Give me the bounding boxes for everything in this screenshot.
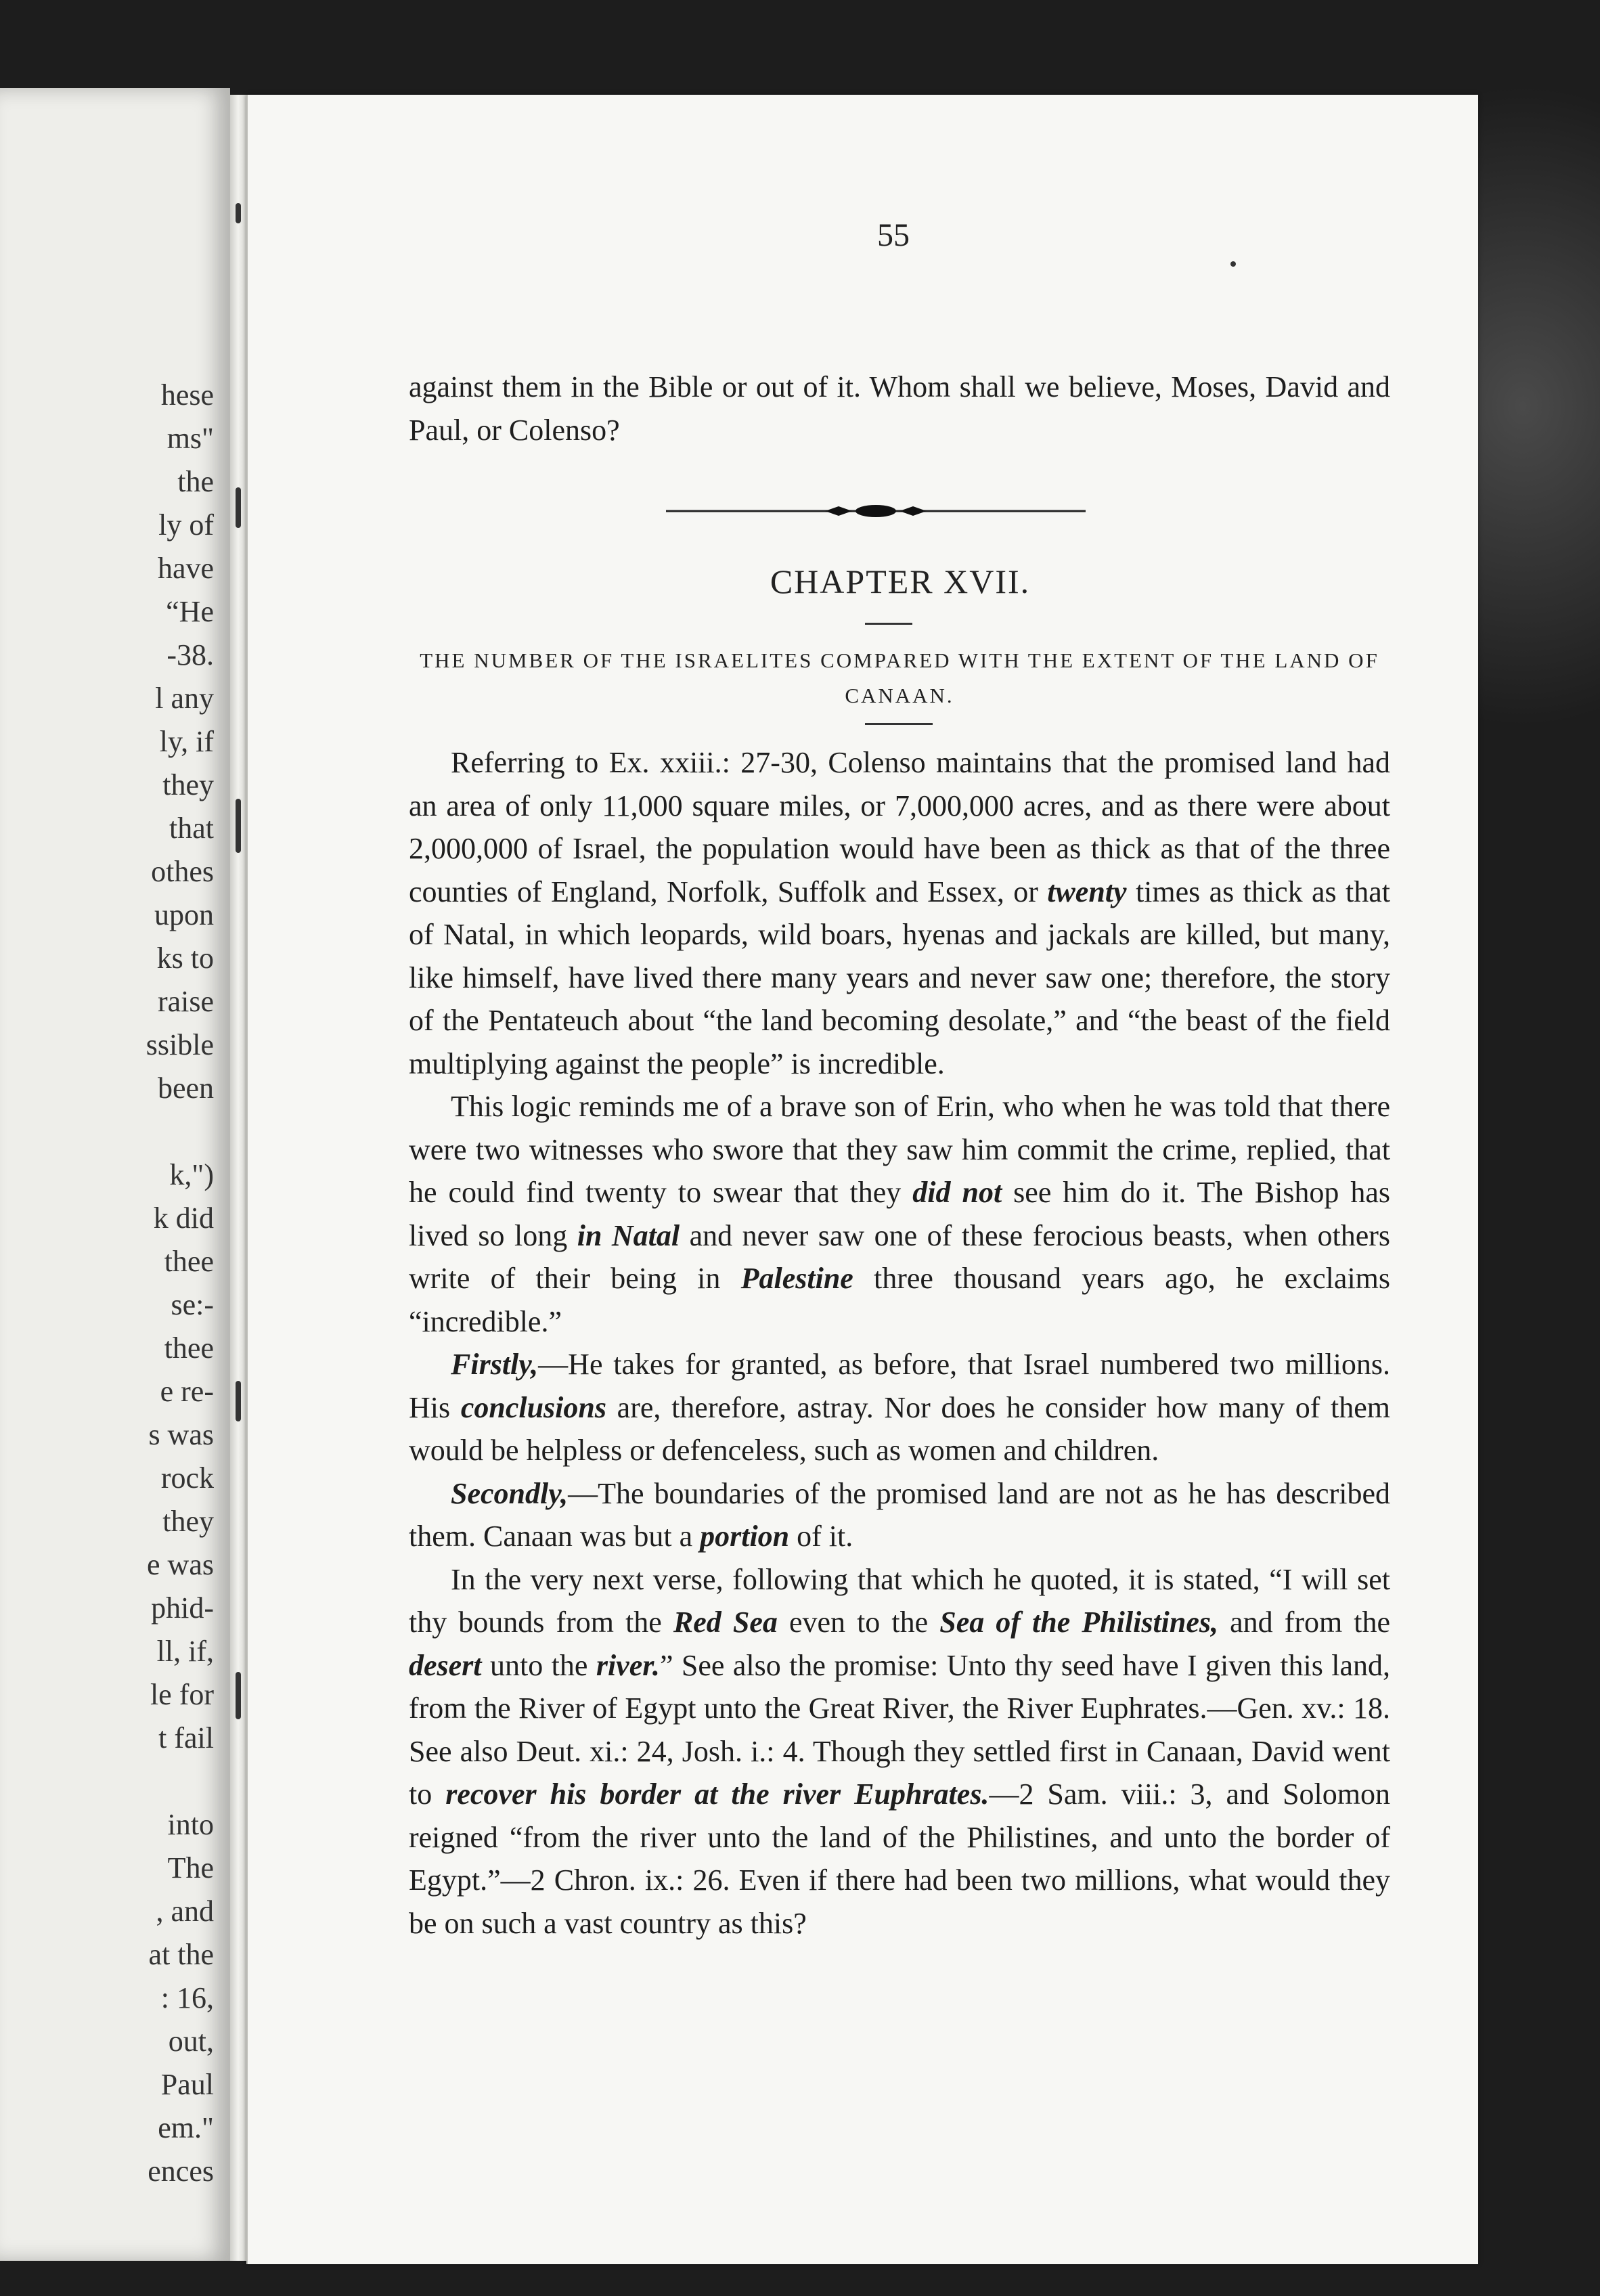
short-rule (865, 623, 912, 625)
emphasis: desert (409, 1648, 482, 1682)
text-run: Referring to Ex. xxiii.: 27-30, Colenso maintains that the promised land had an area of only 11,000 square miles, or 7,000,000 acres, and as there were about 2,000,000 of Israel, the population would have been as thick as that of the three counties of England, Norfolk, Suffolk and Essex, or (409, 746, 1390, 908)
opening-lines (409, 366, 1390, 451)
left-page-line-stub: at the (148, 1938, 214, 1971)
left-page-line-stub: ms" (166, 422, 214, 455)
text-run: even to the (788, 1606, 929, 1639)
text-run: are, therefore, astray. Nor does he consider how many of them would be helpless or defenceless, such as women and children. (409, 1390, 1391, 1467)
text-run: ” See also the promise: Unto thy seed have I given this land, from the River of Egypt unto the Great River, the River Euphrates.—Gen. xv.: 18. See also Deut. xi.: 24, Josh. i.: 4. Though they settled first in Canaan, David went to (409, 1648, 1391, 1811)
left-page-line-stub: l any (155, 682, 214, 715)
paragraph-1 (409, 741, 1390, 1085)
left-page-line-stub: they (162, 1505, 214, 1538)
text-run: times as thick as that of Natal, in which leopards, wild boars, hyenas and jackals are killed, but many, like himself, have lived there many years and never saw one; therefore, the story of the Pentateuch about “the land becoming desolate,” and “the beast of the field multiplying against the people” is incredible. (409, 875, 1391, 1080)
left-page-line-stub: : 16, (160, 1981, 214, 2014)
paragraph-2 (409, 1085, 1390, 1343)
left-facing-page (0, 88, 230, 2261)
text-run: of it. (797, 1520, 853, 1553)
emphasis: twenty (1047, 875, 1127, 908)
text-run: see him do it. The Bishop has lived so long (409, 1176, 1391, 1252)
left-page-line-stub: upon (154, 898, 214, 931)
paragraph-3 (409, 1343, 1390, 1472)
emphasis: Secondly, (451, 1476, 569, 1510)
left-page-line-stub: the (177, 465, 214, 498)
emphasis: conclusions (460, 1390, 606, 1424)
left-page-line-stub: thee (164, 1331, 214, 1365)
left-page-line-stub: othes (151, 855, 214, 888)
text-run: —2 Sam. viii.: 3, and Solomon reigned “from the river unto the land of the Philistines, and unto the border of Egypt.”—2 Chron. ix.: 26. Even if there had been two millions, what would they be on such a vast country as this? (409, 1778, 1390, 1940)
text-run: and from the (1230, 1606, 1391, 1639)
body-text (409, 741, 1390, 1945)
emphasis: Palestine (740, 1262, 853, 1295)
text-run: and never saw one of these ferocious beasts, when others write of their being in (409, 1218, 1391, 1295)
left-page-line-stub: e re- (160, 1375, 214, 1408)
page-number: 55 (877, 217, 910, 253)
chapter-title: CHAPTER XVII. (770, 562, 1031, 600)
emphasis: in Natal (577, 1218, 680, 1252)
left-page-line-stub: Paul (160, 2068, 214, 2101)
binding-stitch (236, 1672, 241, 1719)
left-page-line-stub: phid- (151, 1591, 214, 1625)
left-page-line-stub: ssible (146, 1028, 214, 1061)
left-page-line-stub: they (162, 768, 214, 801)
ornament-divider (666, 501, 1086, 521)
left-page-line-stub: ll, if, (156, 1635, 214, 1668)
book-gutter (230, 95, 246, 2261)
chapter-subtitle: THE NUMBER OF THE ISRAELITES COMPARED WITH THE EXTENT OF THE LAND OF CANAAN. (420, 648, 1379, 707)
left-page-line-stub: out, (168, 2025, 214, 2058)
emphasis: portion (700, 1520, 790, 1553)
left-page-line-stub: hese (160, 378, 214, 412)
paragraph-5 (409, 1558, 1390, 1945)
left-page-line-stub: em." (158, 2111, 214, 2144)
emphasis: did not (912, 1176, 1002, 1209)
left-page-line-stub: k did (153, 1201, 214, 1235)
left-page-line-stub: into (167, 1808, 214, 1841)
left-page-line-stub: that (169, 812, 214, 845)
left-page-line-stub: -38. (166, 638, 214, 671)
left-page-line-stub: ences (148, 2155, 214, 2188)
ink-speck (1230, 261, 1236, 267)
emphasis: Sea of the Philistines, (939, 1606, 1219, 1639)
left-page-line-stub: , and (156, 1895, 214, 1928)
emphasis: Red Sea (673, 1606, 778, 1639)
paragraph-4 (409, 1472, 1390, 1558)
text-run: —He takes for granted, as before, that Israel numbered two millions. His (409, 1348, 1390, 1424)
binding-stitch (236, 1381, 241, 1421)
binding-stitch (236, 799, 241, 853)
short-rule (865, 723, 933, 725)
opening-paragraph: against them in the Bible or out of it. Whom shall we believe, Moses, David and Paul, or Colenso? (409, 370, 1390, 447)
left-page-line-stub: ly, if (159, 725, 214, 758)
left-page-line-stub: ks to (156, 942, 214, 975)
left-page-line-stub: se:- (171, 1288, 214, 1321)
left-page-line-stub: k,") (169, 1158, 214, 1191)
left-page-line-stub: ly of (158, 508, 214, 542)
text-run: In the very next verse, following that which he quoted, it is stated, “I will set thy bounds from the (409, 1562, 1390, 1639)
text-run: —The boundaries of the promised land are not as he has described them. Canaan was but a (409, 1476, 1390, 1553)
left-page-line-stub: raise (157, 985, 214, 1018)
binding-stitch (236, 487, 241, 528)
binding-stitch (236, 203, 241, 223)
left-page-line-stub: The (167, 1851, 214, 1884)
left-page-line-stub: t fail (158, 1721, 214, 1754)
text-run: unto the (489, 1648, 588, 1682)
emphasis: Firstly, (451, 1348, 539, 1381)
text-run: This logic reminds me of a brave son of Erin, who when he was told that there were two witnesses who swore that they saw him commit the crime, replied, that he could find twenty to swear that they (409, 1090, 1390, 1209)
left-page-line-stub: have (157, 552, 214, 585)
emphasis: recover his border at the river Euphrates. (445, 1778, 990, 1811)
left-page-line-stub: rock (160, 1461, 214, 1495)
left-page-line-stub: thee (164, 1245, 214, 1278)
left-page-line-stub: le for (150, 1678, 214, 1711)
left-page-line-stub: “He (166, 595, 214, 628)
left-page-line-stub: e was (147, 1548, 214, 1581)
left-page-line-stub: s was (148, 1418, 214, 1451)
emphasis: river. (596, 1648, 660, 1682)
text-run: three thousand years ago, he exclaims “incredible.” (409, 1262, 1391, 1338)
left-page-line-stub: been (157, 1072, 214, 1105)
